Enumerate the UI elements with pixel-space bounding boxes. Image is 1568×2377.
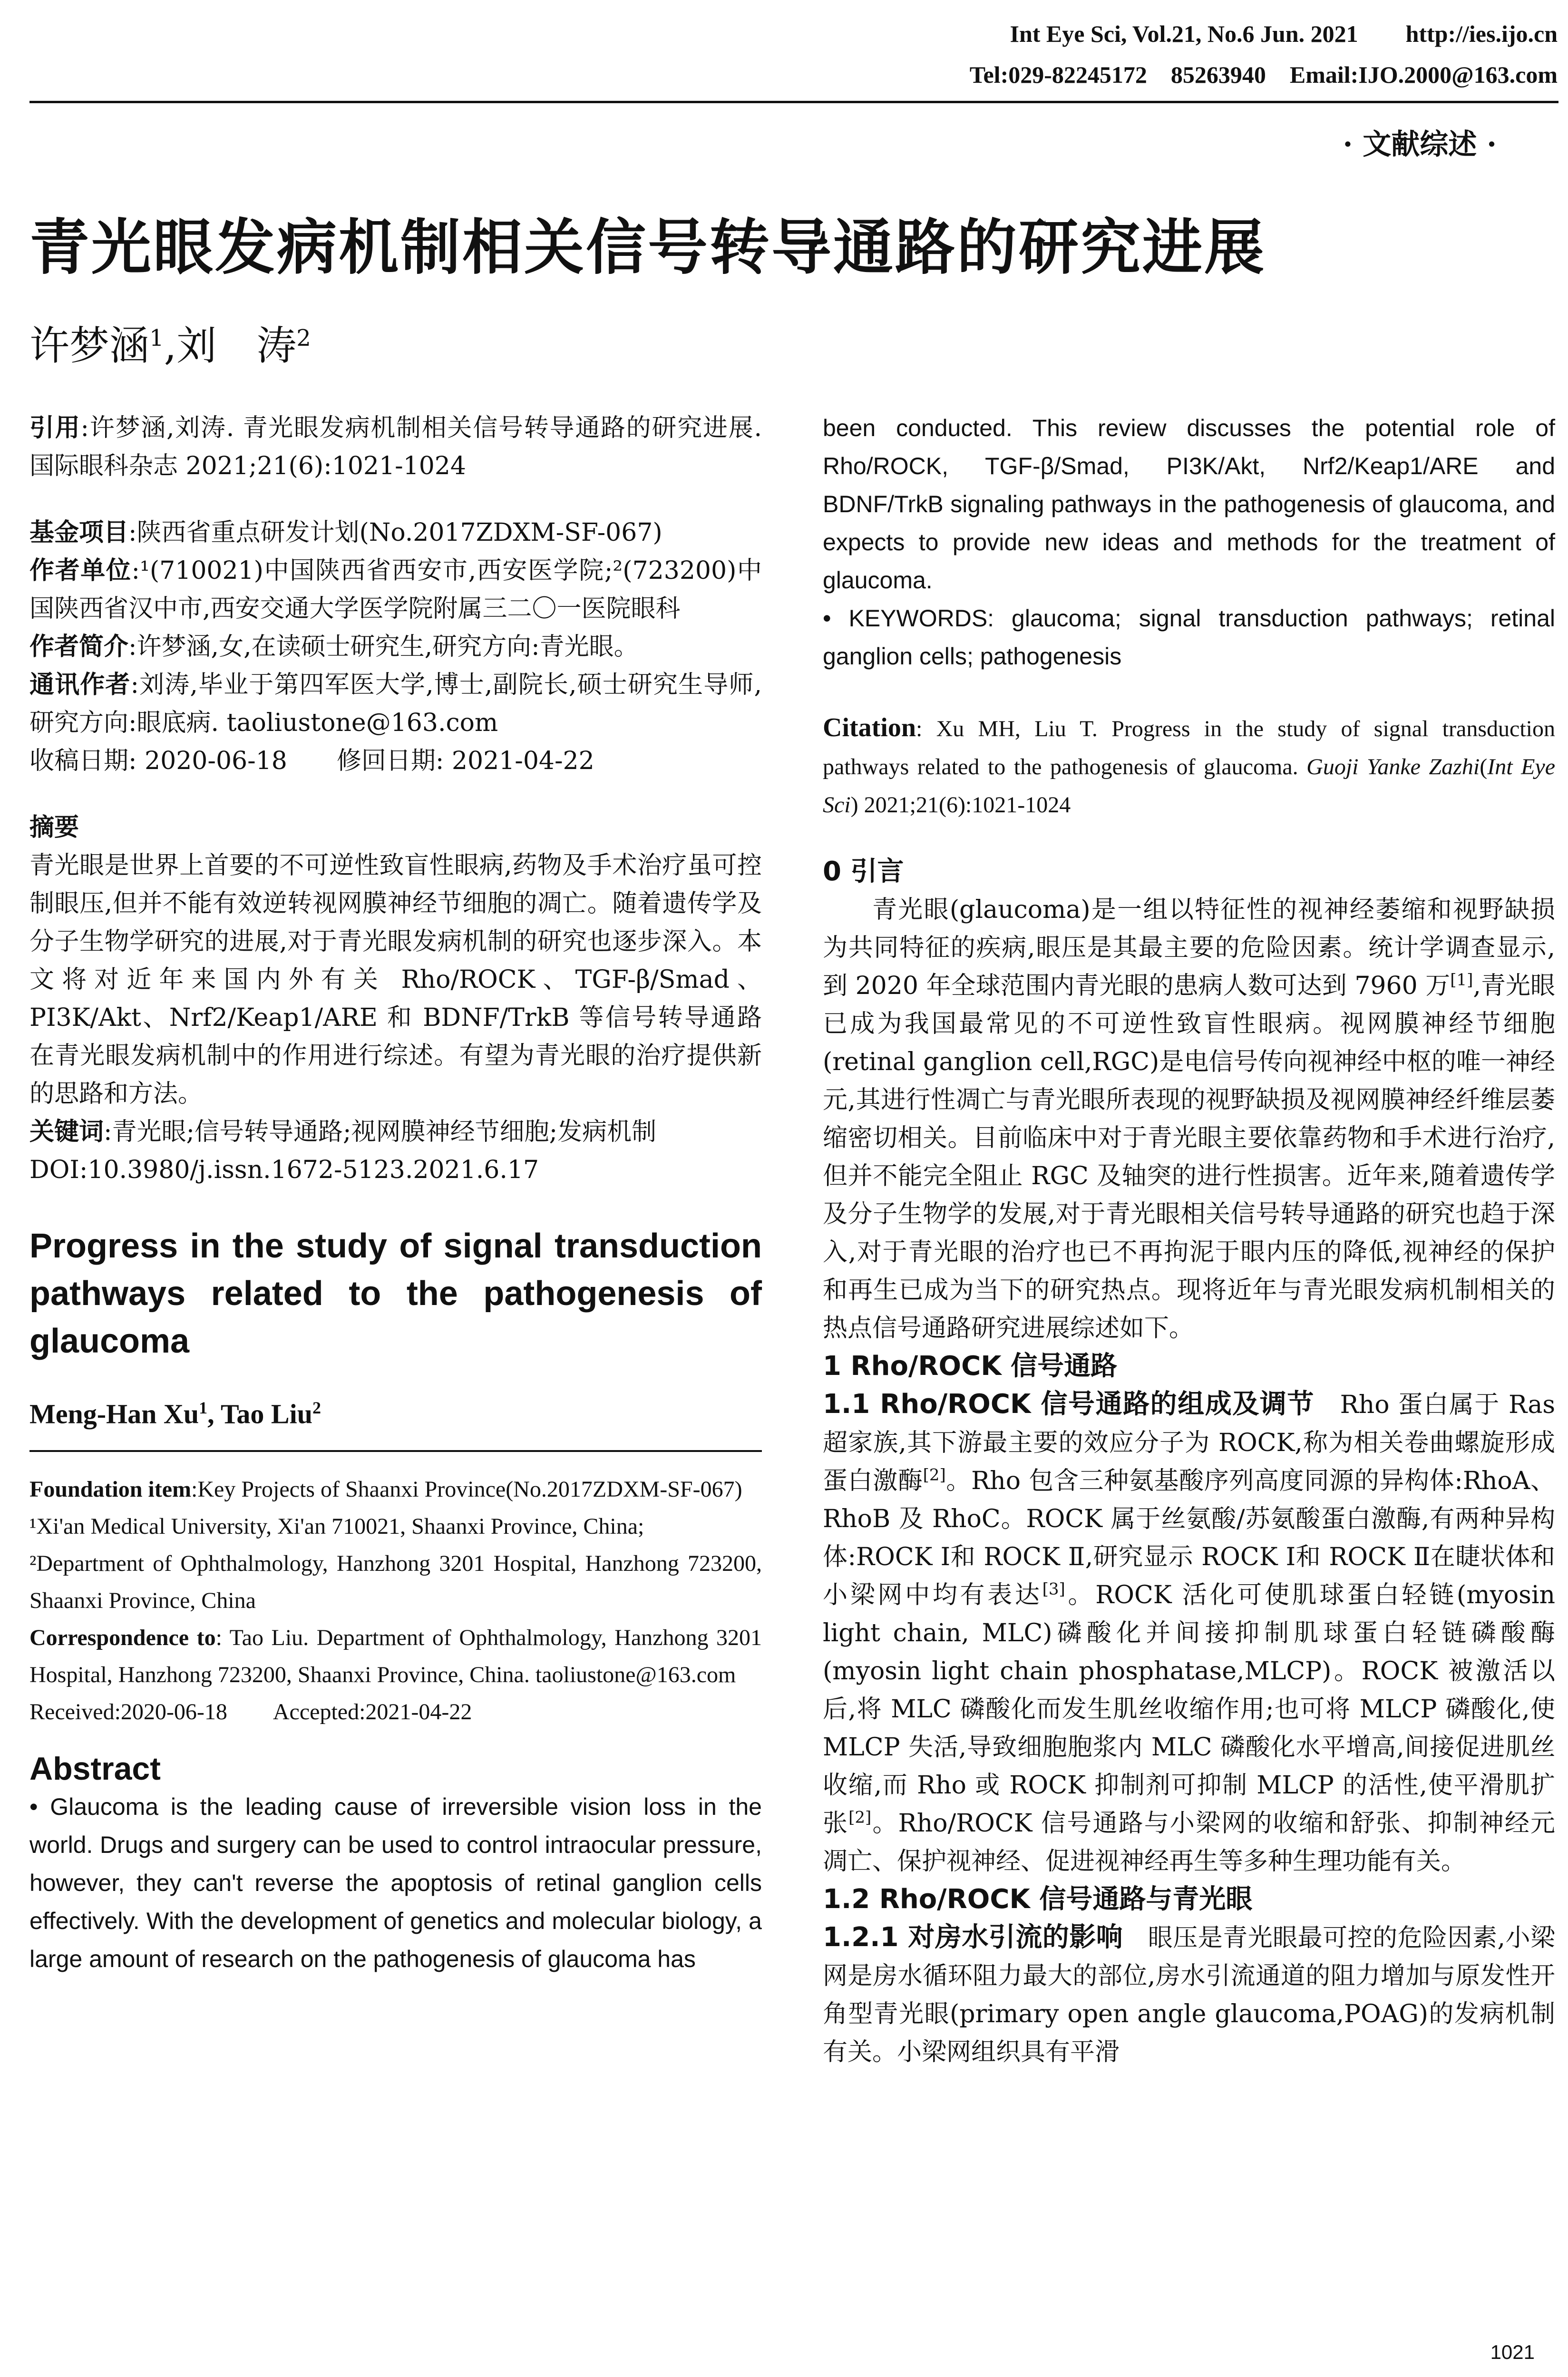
author-2: ,刘 涛 [164,322,297,369]
en-author-1: Meng-Han Xu [29,1398,199,1430]
citation-journal: Guoji Yanke Zazhi [1306,754,1480,779]
author-bio [29,628,762,666]
corr-label: 通讯作者 [29,671,131,699]
foundation-label: Foundation item [29,1477,192,1502]
corr-text: :刘涛,毕业于第四军医大学,博士,副院长,硕士研究生导师,研究方向:眼底病. taoliustone@163.com [29,671,762,737]
unit-text: :¹(710021)中国陕西省西安市,西安医学院;²(723200)中国陕西省汉中市,西安交通大学医学院附属三二〇一医院眼科 [29,556,762,623]
english-title: Progress in the study of signal transduction pathways related to the pathogenesis of glaucoma [29,1227,762,1360]
citation-label: 引用 [29,414,81,442]
abstract-en-heading: Abstract [29,1751,161,1787]
section-1-1-paragraph [823,1385,1555,1880]
abstract-en-continued: been conducted. This review discusses the potential role of Rho/ROCK, TGF-β/Smad, PI3K/Akt, Nrf2/Keap1/ARE and BDNF/TrkB signaling pathways in the pathogenesis of glaucoma, and expects to provide new ideas and methods for the treatment of glaucoma. [823,415,1555,594]
section-1-2-heading: 1.2 Rho/ROCK 信号通路与青光眼 [823,1884,1253,1915]
corresponding-author [29,666,762,742]
fund-item [29,514,762,552]
author-1: 许梦涵 [29,322,150,369]
author-units [29,552,762,628]
authors [29,314,311,371]
author-2-affiliation: 2 [296,325,311,351]
en-author-1-affiliation: 1 [199,1398,208,1417]
section-1-2-1-paragraph [823,1919,1555,2071]
section-tag: · 文献综述 · [1343,128,1497,161]
page-title: 青光眼发病机制相关信号转导通路的研究进展 [29,213,1266,283]
abstract-en-text: • Glaucoma is the leading cause of irreversible vision loss in the world. Drugs and surgery can be used to control intraocular pressure, however, they can't reverse the apoptosis of retinal ganglion cells effectively. With the development of genetics and molecular biology, a large amount of research on the pathogenesis of glaucoma has [29,1793,762,1973]
ref-2b: [2] [848,1808,872,1827]
keywords-label: 关键词 [29,1118,104,1146]
sec11-text-c: 。ROCK 活化可使肌球蛋白轻链(myosin light chain, MLC)磷酸化并间接抑制肌球蛋白轻链磷酸酶(myosin light chain phosphatase,MLCP)。ROCK 被激活以后,将 MLC 磷酸化而发生肌丝收缩作用;也可将 MLCP 磷酸化,使 MLCP 失活,导致细胞胞浆内 MLC 磷酸化水平增高,间接促进肌丝收缩,而 Rho 或 ROCK 抑制剂可抑制 MLCP 的活性,使平滑肌扩张 [823,1581,1555,1838]
foundation-text: :Key Projects of Shaanxi Province(No.2017ZDXM-SF-067) [191,1477,742,1502]
abstract-cn-text: 青光眼是世界上首要的不可逆性致盲性眼病,药物及手术治疗虽可控制眼压,但并不能有效逆转视网膜神经节细胞的凋亡。随着遗传学及分子生物学研究的进展,对于青光眼发病机制的研究也逐步深入。本文将对近年来国内外有关 Rho/ROCK、TGF-β/Smad、PI3K/Akt、Nrf2/Keap1/ARE 和 BDNF/TrkB 等信号转导通路在青光眼发病机制中的作用进行综述。有望为青光眼的治疗提供新的思路和方法。 [29,851,762,1108]
correspondence-label: Correspondence to [29,1625,216,1651]
affiliation-1: ¹Xi'an Medical University, Xi'an 710021, Shaanxi Province, China; [29,1514,644,1539]
section-1-2-1-heading: 1.2.1 对房水引流的影响 [823,1922,1123,1953]
section-0-heading: 0 引言 [823,856,904,887]
sec11-text-b: 。Rho 包含三种氨基酸序列高度同源的异构体:RhoA、RhoB 及 RhoC。ROCK 属于丝氨酸/苏氨酸蛋白激酶,有两种异构体:ROCK Ⅰ和 ROCK Ⅱ,研究显示 ROCK Ⅰ和 ROCK Ⅱ在睫状体和小梁网中均有表达 [823,1467,1555,1609]
fund-text: :陕西省重点研发计划(No.2017ZDXM-SF-067) [128,518,662,547]
correspondence-en [29,1619,762,1694]
journal-header-line2: Tel:029-82245172 85263940 Email:IJO.2000@163.com [969,61,1558,88]
bio-label: 作者简介 [29,633,129,661]
citation-paren-open: ( [1480,754,1488,779]
section-1-heading: 1 Rho/ROCK 信号通路 [823,1351,1118,1382]
keywords-cn [29,1113,762,1151]
citation-abbrev: Int Eye Sci [823,754,1555,818]
keywords-text: :青光眼;信号转导通路;视网膜神经节细胞;发病机制 [104,1118,657,1146]
section-1-1-heading: 1.1 Rho/ROCK 信号通路的组成及调节 [823,1389,1315,1420]
en-author-2-affiliation: 2 [312,1398,321,1417]
sec0-text-a: 青光眼(glaucoma)是一组以特征性的视神经萎缩和视野缺损为共同特征的疾病,眼压是其最主要的危险因素。统计学调查显示,到 2020 年全球范围内青光眼的患病人数可达到 7960 万 [823,896,1555,1000]
dates-cn: 收稿日期: 2020-06-18 修回日期: 2021-04-22 [29,747,594,775]
citation-tail: ) 2021;21(6):1021-1024 [850,792,1071,818]
section-0-paragraph [823,891,1555,1347]
sec11-text-a: Rho 蛋白属于 Ras 超家族,其下游最主要的效应分子为 ROCK,称为相关卷曲螺旋形成蛋白激酶 [823,1391,1556,1495]
correspondence-text: : Tao Liu. Department of Ophthalmology, Hanzhong 3201 Hospital, Hanzhong 723200, Shaanxi Province, China. taoliustone@163.com [29,1625,762,1688]
unit-label: 作者单位 [29,556,132,585]
sec11-text-d: 。Rho/ROCK 信号通路与小梁网的收缩和舒张、抑制神经元凋亡、保护视神经、促进视神经再生等多种生理功能有关。 [823,1809,1555,1876]
author-1-affiliation: 1 [149,325,164,351]
right-column [823,409,1555,2071]
citation-en [823,709,1555,824]
ref-3: [3] [1042,1579,1065,1599]
doi: DOI:10.3980/j.issn.1672-5123.2021.6.17 [29,1156,539,1184]
sec121-text: 眼压是青光眼最可控的危险因素,小梁网是房水循环阻力最大的部位,房水引流通道的阻力增加与原发性开角型青光眼(primary open angle glaucoma,POAG)的发病机制有关。小梁网组织具有平滑 [823,1924,1556,2066]
header-rule [29,101,1558,103]
citation-en-text: : Xu MH, Liu T. Progress in the study of signal transduction pathways related to the pathogenesis of glaucoma. [823,716,1555,779]
affiliation-2: ²Department of Ophthalmology, Hanzhong 3201 Hospital, Hanzhong 723200, Shaanxi Province, China [29,1551,762,1614]
citation-text: :许梦涵,刘涛. 青光眼发病机制相关信号转导通路的研究进展. 国际眼科杂志 2021;21(6):1021-1024 [29,414,762,480]
page-number: 1021 [1490,2341,1535,2363]
received-accepted: Received:2020-06-18 Accepted:2021-04-22 [29,1699,472,1725]
abstract-cn-label: 摘要 [29,813,79,842]
journal-header-line1: Int Eye Sci, Vol.21, No.6 Jun. 2021 http://ies.ijo.cn [1010,20,1558,47]
en-author-2: , Tao Liu [207,1398,312,1430]
keywords-en: • KEYWORDS: glaucoma; signal transduction pathways; retinal ganglion cells; pathogenesis [823,605,1555,670]
citation-cn [29,409,762,485]
left-column [29,409,762,1978]
citation-en-label: Citation [823,713,916,742]
english-authors [29,1389,762,1433]
sec0-text-b: ,青光眼已成为我国最常见的不可逆性致盲性眼病。视网膜神经节细胞(retinal ganglion cell,RGC)是电信号传向视神经中枢的唯一神经元,其进行性凋亡与青光眼所表现的视野缺损及视网膜神经纤维层萎缩密切相关。目前临床中对于青光眼主要依靠药物和手术进行治疗,但并不能完全阻止 RGC 及轴突的进行性损害。近年来,随着遗传学及分子生物学的发展,对于青光眼相关信号转导通路的研究也趋于深入,对于青光眼的治疗也已不再拘泥于眼内压的降低,视神经的保护和再生已成为当下的研究热点。现将近年与青光眼发病机制相关的热点信号通路研究进展综述如下。 [823,972,1555,1343]
ref-1: [1] [1450,970,1473,990]
bio-text: :许梦涵,女,在读硕士研究生,研究方向:青光眼。 [128,633,639,661]
foundation-item-en [29,1471,762,1508]
fund-label: 基金项目 [29,518,129,547]
ref-2: [2] [923,1465,946,1485]
